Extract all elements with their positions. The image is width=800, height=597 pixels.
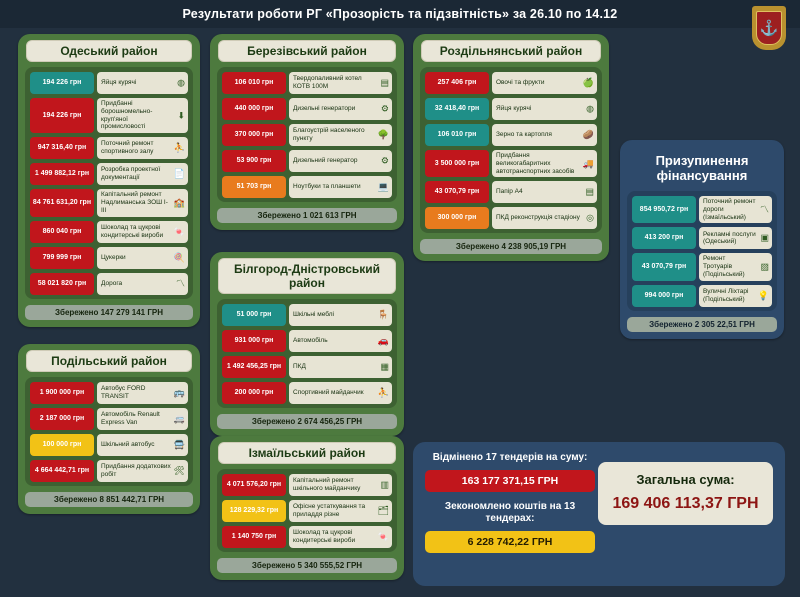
row-description: Поточний ремонт спортивного залу ⛹ [97,137,188,159]
coat-of-arms [752,6,786,50]
data-row [425,72,597,94]
row-amount: 84 761 631,20 грн [30,189,94,216]
anchor-icon: ⚓ [759,19,779,37]
row-description: Автомобіль 🚗 [289,330,392,352]
row-description: Капітальний ремонт Надлиманська ЗОШ I-III 🏫 [97,189,188,216]
row-description: Рекламні послуги (Одеський) ▣ [699,227,772,249]
data-row [222,150,392,172]
data-row [222,474,392,496]
totals-left [425,452,595,562]
panel-rows [217,469,397,552]
row-amount: 100 000 грн [30,434,94,456]
row-amount: 994 000 грн [632,285,696,307]
panel-title: Подільський район [26,350,192,372]
data-row [30,273,188,295]
potato-icon: 🥔 [582,129,594,140]
panel-bilhorod [210,252,404,436]
eggs-icon: ◍ [586,103,594,114]
cancelled-label: Відмінено 17 тендерів на суму: [432,452,588,463]
playground-icon: ⛹ [377,387,389,398]
data-row [425,150,597,177]
row-amount: 194 226 грн [30,98,94,133]
panel-rows [25,67,193,299]
office-icon: 🗂 [377,505,389,516]
lamp-icon: 💡 [757,290,769,301]
row-description: Папір А4 ▤ [492,181,597,203]
laptop-icon: 💻 [377,181,389,192]
row-description: ПКД ▦ [289,356,392,378]
data-row [425,98,597,120]
candy-icon: 🍬 [377,531,389,542]
row-description: Капітальний ремонт шкільного майданчику ▥ [289,474,392,496]
road-icon: 〽 [759,204,769,215]
row-description: Офісне устаткування та приладдя різне 🗂 [289,500,392,522]
data-row [30,408,188,430]
row-amount: 43 070,79 грн [632,253,696,280]
row-amount: 1 140 750 грн [222,526,286,548]
data-row [30,163,188,185]
works-icon: 🛠 [173,465,185,476]
gym-icon: ⛹ [173,142,185,153]
truck-icon: 🚚 [582,158,594,169]
row-description: Яйця курячі ◍ [492,98,597,120]
data-row [30,137,188,159]
data-row [30,460,188,482]
panel-izmailskyi [210,436,404,580]
row-amount: 257 406 грн [425,72,489,94]
panel-title: Призупинення фінансування [655,153,749,183]
panel-rows [217,299,397,408]
row-amount: 1 492 456,25 грн [222,356,286,378]
panel-title: Роздільнянський район [421,40,601,62]
row-description: Благоустрій населеного пункту 🌳 [289,124,392,146]
candy-icon: 🍬 [173,226,185,237]
docs-icon: 📄 [173,168,185,179]
data-row [632,253,772,280]
row-description: Спортивний майданчик ⛹ [289,382,392,404]
stadium-icon: ◎ [586,212,594,223]
data-row [30,434,188,456]
panel-podilskyi [18,344,200,514]
row-description: Розробка проектної документації 📄 [97,163,188,185]
data-row [632,196,772,223]
row-amount: 4 071 576,20 грн [222,474,286,496]
data-row [222,176,392,198]
panel-saved-total: Збережено 4 238 905,19 ГРН [420,239,602,254]
row-description: Зерно та картопля 🥔 [492,124,597,146]
totals-block [413,442,785,586]
page-header [0,0,800,28]
row-description: Автомобіль Renault Express Van 🚐 [97,408,188,430]
panel-saved-total: Збережено 8 851 442,71 ГРН [25,492,193,507]
row-description: Овочі та фрукти 🍏 [492,72,597,94]
row-amount: 860 040 грн [30,221,94,243]
economy-label: Зекономлено коштів на 13 тендерах: [444,500,576,524]
car-icon: 🚗 [377,335,389,346]
panel-title: Одеський район [26,40,192,62]
row-amount: 194 226 грн [30,72,94,94]
row-amount: 1 499 882,12 грн [30,163,94,185]
row-description: ПКД реконструкція стадіону ◎ [492,207,597,229]
row-amount: 128 229,32 грн [222,500,286,522]
row-amount: 1 900 000 грн [30,382,94,404]
data-row [30,189,188,216]
panel-odeskyi [18,34,200,327]
row-description: Шкільні меблі 🪑 [289,304,392,326]
data-row [30,247,188,269]
row-description: Автобус FORD TRANSIT 🚌 [97,382,188,404]
panel-saved-total: Збережено 5 340 555,52 ГРН [217,558,397,573]
row-description: Шоколад та цукрові кондитерські вироби 🍬 [289,526,392,548]
grand-total [598,462,773,525]
row-description: Шоколад та цукрові кондитерські вироби 🍬 [97,221,188,243]
row-amount: 106 010 грн [425,124,489,146]
panel-saved-total: Збережено 147 279 141 ГРН [25,305,193,320]
row-amount: 854 950,72 грн [632,196,696,223]
landscape-icon: 🌳 [377,129,389,140]
panel-saved-total: Збережено 1 021 613 ГРН [217,208,397,223]
cancelled-amount: 163 177 371,15 ГРН [425,470,595,492]
data-row [30,98,188,133]
row-amount: 300 000 грн [425,207,489,229]
flour-icon: ⬇ [177,110,185,121]
panel-rows [420,67,602,233]
economy-amount: 6 228 742,22 ГРН [425,531,595,553]
sidewalk-icon: ▨ [760,261,769,272]
data-row [222,124,392,146]
row-description: Шкільний автобус 🚍 [97,434,188,456]
row-description: Дизельні генератори ⚙ [289,98,392,120]
data-row [30,221,188,243]
panel-title: Ізмаїльський район [218,442,396,464]
row-description: Вуличні Ліхтарі (Подільський) 💡 [699,285,772,307]
data-row [222,304,392,326]
data-row [222,356,392,378]
row-amount: 32 418,40 грн [425,98,489,120]
data-row [222,98,392,120]
plan-icon: ▦ [380,361,389,372]
grand-total-label: Загальна сума: [636,472,735,487]
school-bus-icon: 🚍 [173,439,185,450]
row-amount: 51 703 грн [222,176,286,198]
data-row [632,285,772,307]
generator-icon: ⚙ [380,103,389,114]
panel-title: Березівський район [218,40,396,62]
bus-icon: 🚌 [173,387,185,398]
shield-icon [756,11,782,45]
eggs-icon: ◍ [177,77,185,88]
panel-saved-total: Збережено 2 674 456,25 ГРН [217,414,397,429]
row-amount: 53 900 грн [222,150,286,172]
row-description: Ремонт Тротуарів (Подільський) ▨ [699,253,772,280]
row-amount: 799 999 грн [30,247,94,269]
row-description: Яйця курячі ◍ [97,72,188,94]
row-description: Твердопаливний котел КОТВ 100М ▤ [289,72,392,94]
row-amount: 2 187 000 грн [30,408,94,430]
row-amount: 413 200 грн [632,227,696,249]
row-amount: 440 000 грн [222,98,286,120]
row-description: Ноутбуки та планшети 💻 [289,176,392,198]
row-amount: 43 070,79 грн [425,181,489,203]
repair-icon: ▥ [380,479,389,490]
row-description: Дизельний генератор ⚙ [289,150,392,172]
furniture-icon: 🪑 [377,309,389,320]
row-description: Цукерки 🍭 [97,247,188,269]
row-amount: 51 000 грн [222,304,286,326]
data-row [222,72,392,94]
panel-rows [627,191,777,311]
panel-suspended-financing [620,140,784,339]
paper-icon: ▤ [585,186,594,197]
data-row [30,382,188,404]
data-row [222,526,392,548]
panel-berezivskyi [210,34,404,230]
data-row [425,207,597,229]
row-amount: 931 000 грн [222,330,286,352]
row-description: Придбанні борошномельно-круп'яної промисловості ⬇ [97,98,188,133]
row-amount: 947 316,40 грн [30,137,94,159]
panel-saved-total: Збережено 2 305 22,51 ГРН [627,317,777,332]
school-icon: 🏫 [173,197,185,208]
row-description: Поточний ремонт дороги (Ізмаїльський) 〽 [699,196,772,223]
row-amount: 200 000 грн [222,382,286,404]
van-icon: 🚐 [173,413,185,424]
road-icon: 〽 [175,278,185,289]
fruits-icon: 🍏 [582,77,594,88]
sweets-icon: 🍭 [173,252,185,263]
panel-rozdilianskyi [413,34,609,261]
panel-rows [217,67,397,202]
panel-rows [25,377,193,486]
row-amount: 4 664 442,71 грн [30,460,94,482]
data-row [425,181,597,203]
row-description: Придбання додаткових робіт 🛠 [97,460,188,482]
page-title: Результати роботи РГ «Прозорість та підзвітність» за 26.10 по 14.12 [182,7,618,21]
data-row [632,227,772,249]
boiler-icon: ▤ [380,77,389,88]
row-description: Придбання великогабаритних автотранспортних засобів 🚚 [492,150,597,177]
data-row [222,382,392,404]
ads-icon: ▣ [760,232,769,243]
row-amount: 58 021 820 грн [30,273,94,295]
row-amount: 370 000 грн [222,124,286,146]
data-row [30,72,188,94]
row-amount: 3 500 000 грн [425,150,489,177]
data-row [222,330,392,352]
generator-icon: ⚙ [380,155,389,166]
data-row [425,124,597,146]
panel-title: Білгород-Дністровський район [218,258,396,294]
row-amount: 106 010 грн [222,72,286,94]
data-row [222,500,392,522]
grand-total-value: 169 406 113,37 ГРН [612,495,759,512]
row-description: Дорога 〽 [97,273,188,295]
